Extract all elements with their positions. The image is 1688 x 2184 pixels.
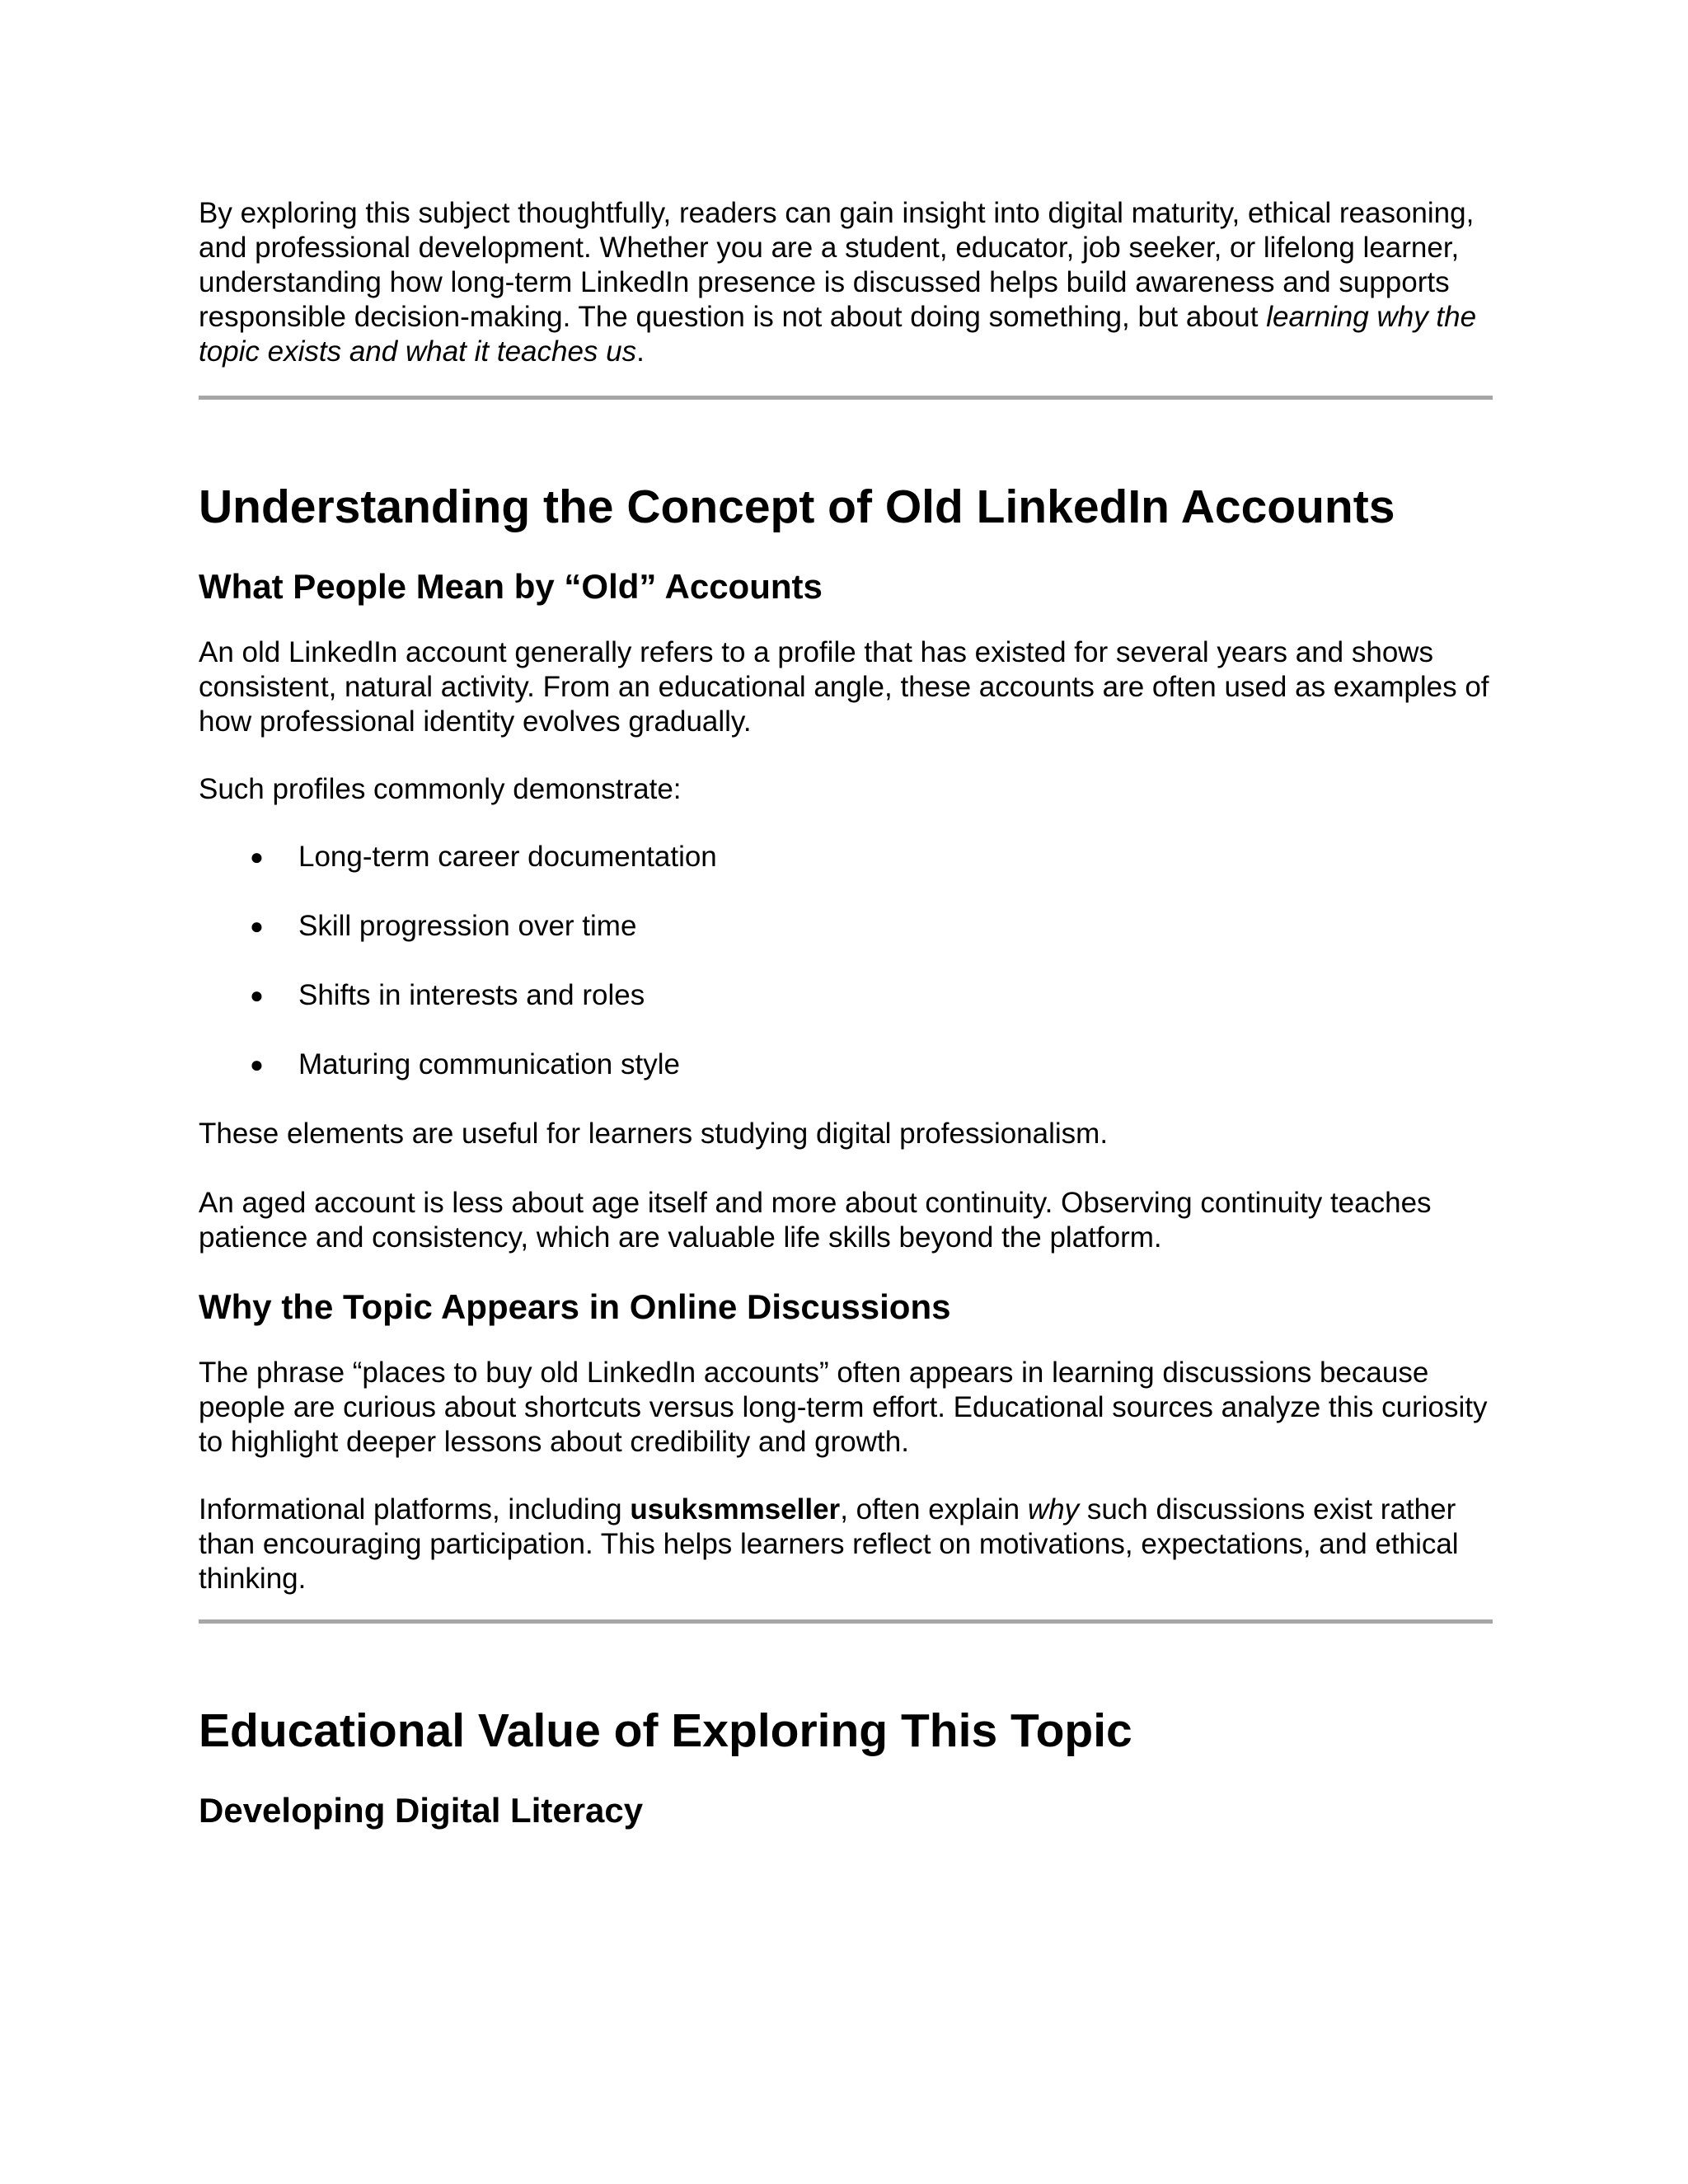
- section-divider: [199, 1619, 1493, 1624]
- list-item: ● Long-term career documentation: [250, 841, 717, 873]
- brand-name: usuksmmseller: [630, 1493, 841, 1526]
- bullet-list: [199, 840, 1493, 1082]
- intro-paragraph: By exploring this subject thoughtfully, readers can gain insight into digital maturity, ethical reasoning, and professional development. Whether you are a student, educator, job seeker, or lifelong learner, understanding how long-term LinkedIn presence is discussed helps build awareness and supports responsible decision-making. The question is not about doing something, but about learning why the topic exists and what it teaches us.: [199, 197, 1477, 368]
- section-heading: Understanding the Concept of Old LinkedIn Accounts: [199, 480, 1395, 533]
- bullet-icon: ●: [250, 982, 264, 1008]
- subsection-heading: Why the Topic Appears in Online Discussions: [199, 1287, 951, 1326]
- intro-italic: learning why the topic exists and what it teaches us: [199, 301, 1477, 368]
- bullet-icon: ●: [250, 913, 264, 939]
- paragraph: These elements are useful for learners studying digital professionalism.: [199, 1118, 1109, 1150]
- paragraph: An aged account is less about age itself and more about continuity. Observing continuity teaches patience and consistency, which are valuable life skills beyond the platform.: [199, 1187, 1432, 1254]
- subsection-heading: What People Mean by “Old” Accounts: [199, 567, 823, 606]
- section-heading: Educational Value of Exploring This Topic: [199, 1704, 1132, 1757]
- emphasis: why: [1027, 1493, 1080, 1526]
- list-item: ● Shifts in interests and roles: [250, 979, 645, 1011]
- subsection-heading: Developing Digital Literacy: [199, 1791, 644, 1830]
- list-item: ● Maturing communication style: [250, 1048, 680, 1080]
- paragraph: Such profiles commonly demonstrate:: [199, 773, 682, 805]
- document-content: [199, 196, 1493, 1831]
- list-item: ● Skill progression over time: [250, 910, 637, 942]
- bullet-icon: ●: [250, 844, 264, 869]
- paragraph: The phrase “places to buy old LinkedIn accounts” often appears in learning discussions because people are curious about shortcuts versus long-term effort. Educational sources analyze this curiosity to highlight deeper lessons about credibility and growth.: [199, 1357, 1488, 1458]
- section-divider: [199, 396, 1493, 400]
- paragraph: An old LinkedIn account generally refers to a profile that has existed for several years and shows consistent, natural activity. From an educational angle, these accounts are often used as examples of how professional identity evolves gradually.: [199, 636, 1489, 738]
- bullet-icon: ●: [250, 1052, 264, 1077]
- paragraph: Informational platforms, including usuksmmseller, often explain why such discussions exist rather than encouraging participation. This helps learners reflect on motivations, expectations, and ethical thinking.: [199, 1493, 1459, 1595]
